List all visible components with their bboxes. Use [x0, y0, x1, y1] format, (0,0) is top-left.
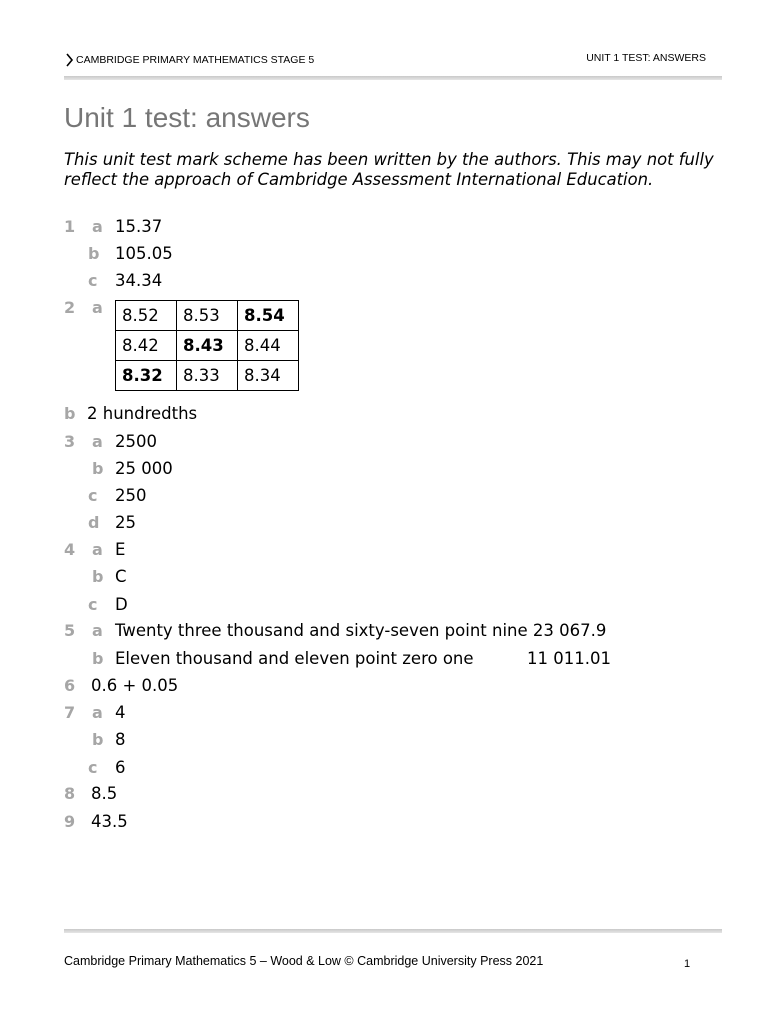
answer-text: 8.5 — [91, 784, 118, 803]
answer-text: Eleven thousand and eleven point zero one — [115, 649, 474, 668]
header-book-title: CAMBRIDGE PRIMARY MATHEMATICS STAGE 5 — [76, 54, 315, 66]
answer-text: 15.37 — [115, 217, 163, 236]
chevron-right-icon — [64, 52, 74, 68]
header-divider — [64, 76, 722, 80]
part-label: c — [88, 271, 98, 290]
part-label: c — [88, 595, 98, 614]
table-cell: 8.52 — [116, 301, 177, 331]
part-label: b — [88, 244, 100, 263]
question-number: 1 — [64, 217, 76, 236]
question-number: 7 — [64, 703, 76, 722]
part-label: a — [92, 621, 103, 640]
answer-text: 2 hundredths — [87, 404, 198, 423]
question-number: 2 — [64, 298, 76, 317]
part-label: b — [64, 404, 76, 423]
part-label: c — [88, 486, 98, 505]
answer-text: 2500 — [115, 432, 157, 451]
part-label: b — [92, 730, 104, 749]
answer-text: 0.6 + 0.05 — [91, 676, 179, 695]
answer-text: 6 — [115, 758, 126, 777]
answer-text: Twenty three thousand and sixty-seven point nine 23 067.9 — [115, 621, 607, 640]
answer-text: C — [115, 567, 127, 586]
table-cell: 8.54 — [238, 301, 299, 331]
question-number: 8 — [64, 784, 76, 803]
footer-divider — [64, 929, 722, 933]
table-cell: 8.42 — [116, 331, 177, 361]
table-row — [116, 331, 299, 361]
header-section-title: UNIT 1 TEST: ANSWERS — [586, 52, 706, 64]
answer-text: E — [115, 540, 126, 559]
part-label: b — [92, 649, 104, 668]
answer-text: 43.5 — [91, 812, 128, 831]
answer-text: 25 000 — [115, 459, 173, 478]
answer-text: 4 — [115, 703, 126, 722]
answer-text: 105.05 — [115, 244, 173, 263]
answer-text: 25 — [115, 513, 136, 532]
part-label: a — [92, 217, 103, 236]
part-label: a — [92, 298, 103, 317]
page-number: 1 — [684, 958, 691, 970]
question-number: 5 — [64, 621, 76, 640]
page-title: Unit 1 test: answers — [64, 102, 310, 133]
question-number: 6 — [64, 676, 76, 695]
intro-text: This unit test mark scheme has been written by the authors. This may not fully reflect the approach of Cambridge Assessment International Education. — [64, 150, 714, 189]
table-cell: 8.43 — [177, 331, 238, 361]
question-number: 4 — [64, 540, 76, 559]
answer-text: 8 — [115, 730, 126, 749]
decimal-grid-table — [115, 300, 299, 391]
table-row — [116, 301, 299, 331]
footer-copyright: Cambridge Primary Mathematics 5 – Wood & Low © Cambridge University Press 2021 — [64, 954, 544, 968]
table-cell: 8.32 — [116, 361, 177, 391]
table-cell: 8.53 — [177, 301, 238, 331]
table-cell: 8.34 — [238, 361, 299, 391]
part-label: a — [92, 432, 103, 451]
question-number: 3 — [64, 432, 76, 451]
part-label: a — [92, 540, 103, 559]
answer-text: 34.34 — [115, 271, 163, 290]
question-number: 9 — [64, 812, 76, 831]
part-label: a — [92, 703, 103, 722]
part-label: b — [92, 459, 104, 478]
table-cell: 8.44 — [238, 331, 299, 361]
part-label: b — [92, 567, 104, 586]
answer-text: D — [115, 595, 128, 614]
header-left — [64, 52, 314, 68]
part-label: c — [88, 758, 98, 777]
page-header — [64, 52, 706, 68]
answer-text: 250 — [115, 486, 147, 505]
part-label: d — [88, 513, 100, 532]
table-row — [116, 361, 299, 391]
table-cell: 8.33 — [177, 361, 238, 391]
answer-value: 11 011.01 — [527, 649, 611, 668]
